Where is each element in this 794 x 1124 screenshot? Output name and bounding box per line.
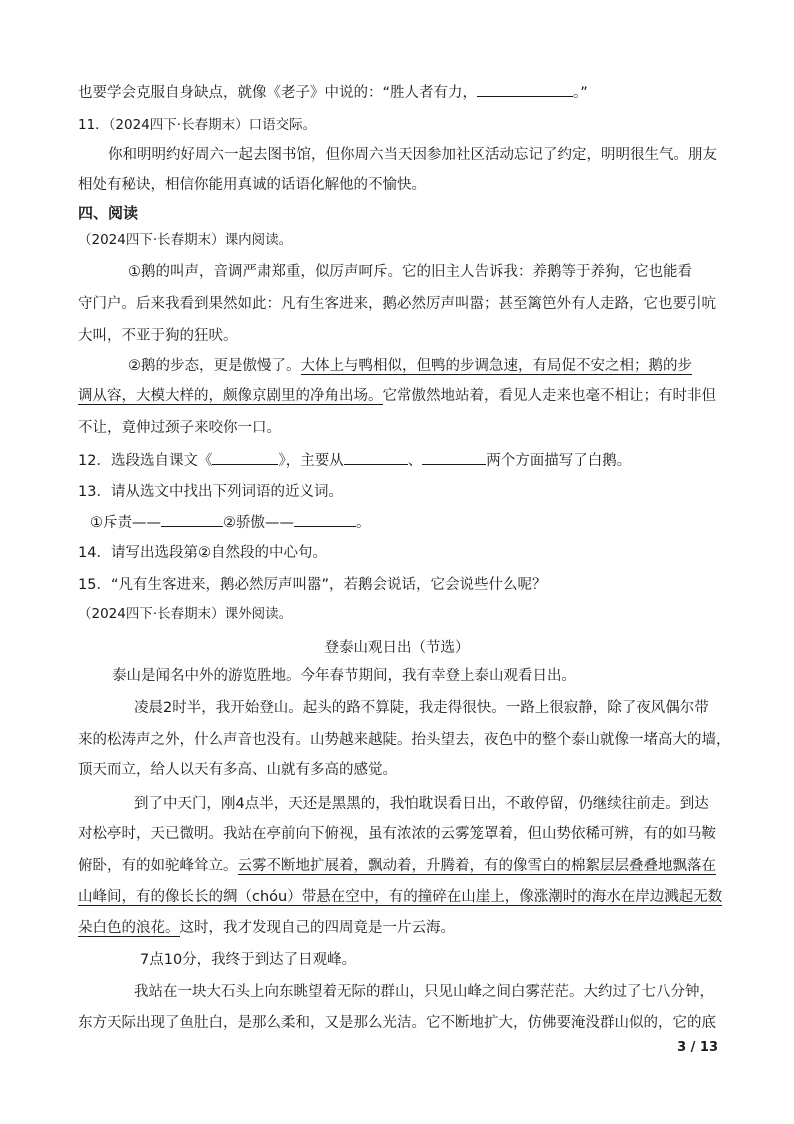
answer-blank[interactable]: [422, 450, 486, 465]
question-15: 15．“凡有生客进来，鹅必然厉声叫嚣”，若鹅会说话，它会说些什么呢？: [78, 577, 547, 593]
answer-blank[interactable]: [477, 82, 573, 97]
text-line: 泰山是闻名中外的游览胜地。今年春节期间，我有幸登上泰山观看日出。: [112, 668, 576, 684]
answer-blank[interactable]: [344, 450, 408, 465]
text-line: 守门户。后来我看到果然如此：凡有生客进来，鹅必然厉声叫嚣；甚至篱笆外有人走路，它也要引吭: [78, 296, 716, 312]
text-line: [78, 887, 728, 907]
question-14: 14．请写出选段第②自然段的中心句。: [78, 545, 327, 561]
text-line: 来的松涛声之外，什么声音也没有。山势越来越陡。抬头望去，夜色中的整个泰山就像一堵高大的墙，: [78, 732, 731, 748]
answer-blank[interactable]: [212, 450, 278, 465]
text-line: 不让，竟伸过颈子来咬你一口。: [78, 420, 281, 436]
text-line: 到了中天门，刚4点半，天还是黑黑的，我怕耽误看日出，不敢停留，仍继续往前走。到达: [134, 796, 709, 812]
text-line: 对松亭时，天已微明。我站在亭前向下俯视，虽有浓浓的云雾笼罩着，但山势依稀可辨，有的如马鞍: [78, 826, 716, 842]
text-line: 调从容，大模大样的，颇像京剧里的净角出场。它常傲然地站着，看见人走来也毫不相让；有时非但: [78, 388, 716, 404]
text-line: 相处有秘诀，相信你能用真诚的话语化解他的不愉快。: [78, 177, 426, 193]
text-line: 也要学会克服自身缺点，就像《老子》中说的：“胜人者有力， 。”: [78, 82, 728, 103]
reading-source: （2024四下·长春期末）课内阅读。: [78, 232, 293, 248]
text-line: 朵白色的浪花。这时，我才发现自己的四周竟是一片云海。: [78, 920, 455, 936]
question-11: 11．（2024四下·长春期末）口语交际。: [78, 117, 317, 133]
underlined-text: 调从容，大模大样的，颇像京剧里的净角出场。: [78, 388, 383, 404]
section-heading: 四、阅读: [78, 204, 139, 222]
answer-blank[interactable]: [294, 512, 356, 527]
text-line: 你和明明约好周六一起去图书馆，但你周六当天因参加社区活动忘记了约定，明明很生气。朋友: [108, 147, 717, 163]
underlined-text: 云雾不断地扩展着，飘动着，升腾着，有的像雪白的棉絮层层叠叠地飘落在: [237, 858, 716, 874]
answer-blank[interactable]: [161, 512, 223, 527]
text-line: 俯卧，有的如驼峰耸立。云雾不断地扩展着，飘动着，升腾着，有的像雪白的棉絮层层叠叠地飘落在: [78, 858, 716, 874]
question-13: 13．请从选文中找出下列词语的近义词。: [78, 484, 343, 500]
question-13-items: ①斥责—— ②骄傲—— 。: [90, 512, 740, 533]
text-line: 顶天而立，给人以天有多高、山就有多高的感觉。: [78, 762, 397, 778]
page-number: 3 / 13: [677, 1040, 718, 1055]
text-line: 大叫，不亚于狗的狂吠。: [78, 328, 238, 344]
underlined-text: 朵白色的浪花。: [78, 920, 180, 936]
text-line: 我站在一块大石头上向东眺望着无际的群山，只见山峰之间白雾茫茫。大约过了七八分钟，: [134, 984, 714, 1000]
text-line: 7点10分，我终于到达了日观峰。: [140, 952, 357, 968]
question-12: 12．选段选自课文《 》，主要从 、 两个方面描写了白鹅。: [78, 450, 728, 471]
passage-title: 登泰山观日出（节选）: [324, 640, 470, 656]
text-line: ①鹅的叫声，音调严肃郑重，似厉声呵斥。它的旧主人告诉我：养鹅等于养狗，它也能看: [128, 264, 692, 280]
reading-source: （2024四下·长春期末）课外阅读。: [78, 606, 293, 622]
underlined-text: 山峰间，有的像长长的绸（chóu）带悬在空中，有的撞碎在山崖上，像涨潮时的海水在岸边溅起无数: [78, 889, 723, 905]
text-line: 凌晨2时半，我开始登山。起头的路不算陡，我走得很快。一路上很寂静，除了夜风偶尔带: [134, 700, 709, 716]
text-line: 东方天际出现了鱼肚白，是那么柔和，又是那么光洁。它不断地扩大，仿佛要淹没群山似的，它的底: [78, 1015, 716, 1031]
underlined-text: 大体上与鸭相似，但鸭的步调急速，有局促不安之相；鹅的步: [300, 358, 692, 374]
text-line: ②鹅的步态，更是傲慢了。大体上与鸭相似，但鸭的步调急速，有局促不安之相；鹅的步: [128, 358, 692, 374]
